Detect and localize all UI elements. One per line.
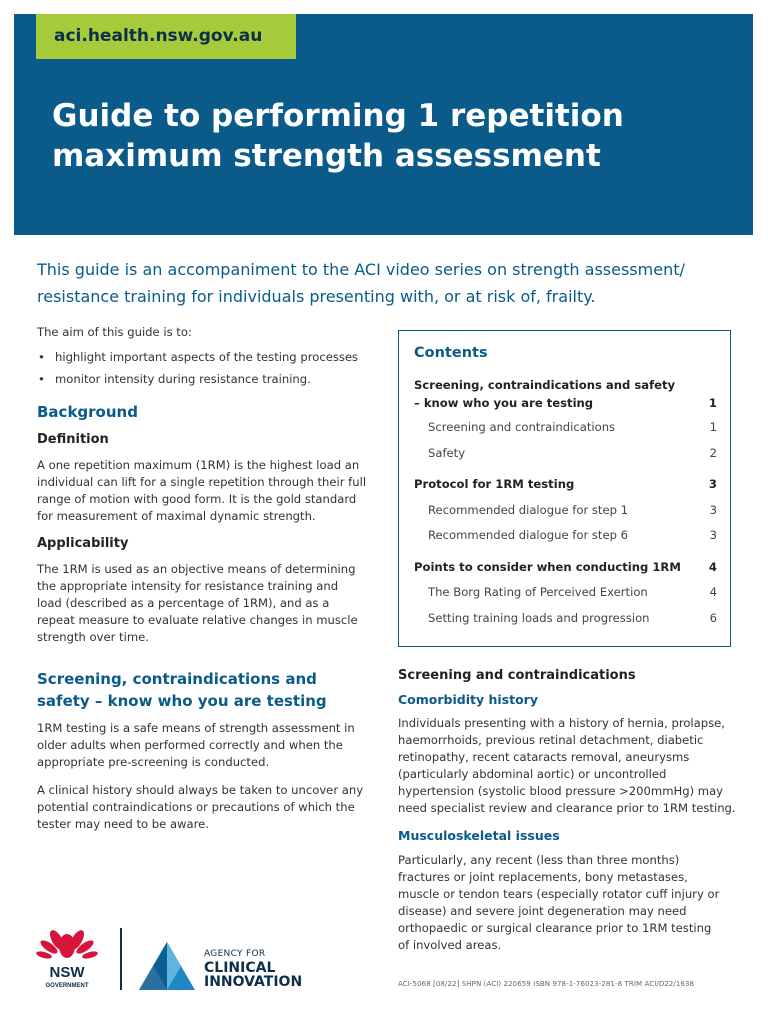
text-line: need specialist review and clearance prior to 1RM testing. (398, 801, 736, 815)
toc-item-page: 3 (709, 503, 717, 517)
text-line: load (described as a percentage of 1RM), and as a (37, 596, 330, 610)
toc-item-page: 2 (709, 446, 717, 460)
text-line: strength over time. (37, 630, 149, 644)
toc-item[interactable] (414, 475, 717, 493)
screening-heading-line-1: Screening, contraindications and (37, 670, 317, 688)
definition-heading: Definition (37, 432, 109, 447)
toc-item-page: 3 (708, 477, 717, 491)
text-line: for measurement of maximal dynamic strength. (37, 509, 316, 523)
toc-item[interactable] (414, 418, 717, 436)
screening-paragraph-2 (37, 782, 367, 833)
toc-item-page: 1 (709, 420, 717, 434)
text-line: orthopaedic or surgical clearance prior to 1RM testing (398, 921, 712, 935)
screening-heading (37, 668, 377, 712)
page-title-line-1: Guide to performing 1 repetition (52, 98, 624, 134)
intro-text (37, 256, 737, 310)
text-line: muscle or tendon tears (especially rotator cuff injury or (398, 887, 720, 901)
text-line: Particularly, any recent (less than three months) (398, 853, 680, 867)
aim-bullet-list (37, 346, 377, 390)
text-line: Individuals presenting with a history of hernia, prolapse, (398, 716, 725, 730)
nsw-government-logo (30, 920, 105, 992)
applicability-paragraph (37, 561, 367, 646)
text-line: disease) and severe joint degeneration may need (398, 904, 687, 918)
text-line: 1RM testing is a safe means of strength assessment in (37, 721, 355, 735)
intro-line-1: This guide is an accompaniment to the ACI video series on strength assessment/ (37, 260, 685, 279)
definition-paragraph (37, 457, 367, 525)
toc-item-label: Safety (428, 446, 466, 460)
toc-item-page: 4 (709, 585, 717, 599)
text-line: fractures or joint replacements, bony metastases, (398, 870, 688, 884)
text-line: the appropriate intensity for resistance training and (37, 579, 339, 593)
toc-item-label: Points to consider when conducting 1RM (414, 560, 681, 574)
musculoskeletal-heading: Musculoskeletal issues (398, 828, 560, 843)
toc-item-page: 6 (709, 611, 717, 625)
text-line: A one repetition maximum (1RM) is the highest load an (37, 458, 360, 472)
text-line: The 1RM is used as an objective means of determining (37, 562, 356, 576)
contents-title: Contents (414, 345, 488, 361)
toc-item[interactable] (414, 609, 717, 627)
aci-logo-line-3: INNOVATION (204, 974, 303, 990)
nsw-logo-text: NSW (49, 964, 85, 981)
toc-item-label (414, 376, 684, 412)
aim-bullet: • highlight important aspects of the testing processes (37, 346, 377, 368)
screening-heading-line-2: safety – know who you are testing (37, 692, 327, 710)
aim-lead: The aim of this guide is to: (37, 325, 192, 339)
contents-box (398, 330, 731, 647)
toc-item[interactable] (414, 558, 717, 576)
text-line: range of motion with good form. It is the gold standard (37, 492, 357, 506)
page-title-line-2: maximum strength assessment (52, 138, 601, 174)
toc-item-label: Protocol for 1RM testing (414, 477, 575, 491)
toc-item-label: The Borg Rating of Perceived Exertion (428, 585, 648, 599)
toc-item-page: 4 (708, 560, 717, 574)
comorbidity-heading: Comorbidity history (398, 692, 538, 707)
waratah-icon (35, 928, 98, 960)
aci-logo-line-2: CLINICAL (204, 960, 276, 976)
toc-item-label-line-2: – know who you are testing (414, 396, 594, 410)
text-line: A clinical history should always be taken to uncover any (37, 783, 364, 797)
text-line: appropriate pre-screening is conducted. (37, 755, 270, 769)
aci-triangle-logo (137, 940, 197, 992)
toc-item-label: Recommended dialogue for step 6 (428, 528, 629, 542)
text-line: hypertension (systolic blood pressure >200mmHg) may (398, 784, 724, 798)
toc-item[interactable] (414, 526, 717, 544)
screening-paragraph-1 (37, 720, 367, 771)
right-section-heading: Screening and contraindications (398, 668, 636, 683)
intro-line-2: resistance training for individuals presenting with, or at risk of, frailty. (37, 287, 596, 306)
text-line: (particularly abdominal aortic) or uncontrolled (398, 767, 667, 781)
site-url-link[interactable]: aci.health.nsw.gov.au (36, 14, 296, 59)
musculoskeletal-paragraph (398, 852, 738, 954)
header-banner (14, 14, 753, 235)
aci-logo-line-1: AGENCY FOR (204, 949, 266, 959)
text-line: potential contraindications or precautions of which the (37, 800, 355, 814)
aci-logo-text (204, 947, 302, 989)
toc-item-label: Recommended dialogue for step 1 (428, 503, 629, 517)
background-heading: Background (37, 403, 138, 421)
toc-item-page: 3 (709, 528, 717, 542)
toc-item[interactable] (414, 444, 717, 462)
toc-item-page: 1 (708, 396, 717, 410)
toc-item-label: Setting training loads and progression (428, 611, 650, 625)
applicability-heading: Applicability (37, 536, 129, 551)
text-line: haemorrhoids, previous retinal detachment, diabetic (398, 733, 704, 747)
text-line: individual can lift for a single repetition through their full (37, 475, 367, 489)
toc-item-label-line-1: Screening, contraindications and safety (414, 378, 676, 392)
text-line: repeat measure to evaluate relative changes in muscle (37, 613, 358, 627)
text-line: older adults when performed correctly and when the (37, 738, 343, 752)
text-line: tester may need to be aware. (37, 817, 209, 831)
document-code: ACI-5068 [08/22] SHPN (ACI) 220659 ISBN 978-1-76023-281-8 TRIM ACI/D22/1638 (398, 980, 695, 988)
toc-item-label: Screening and contraindications (428, 420, 616, 434)
aim-bullet: • monitor intensity during resistance training. (37, 368, 377, 390)
text-line: of involved areas. (398, 938, 502, 952)
toc-item[interactable] (414, 583, 717, 601)
comorbidity-paragraph (398, 715, 738, 817)
toc-item[interactable] (414, 376, 717, 412)
text-line: retinopathy, recent cataracts removal, aneurysms (398, 750, 690, 764)
nsw-logo-subtext: GOVERNMENT (45, 983, 89, 989)
toc-item[interactable] (414, 501, 717, 519)
page-title (52, 96, 732, 176)
logo-divider (120, 928, 122, 990)
